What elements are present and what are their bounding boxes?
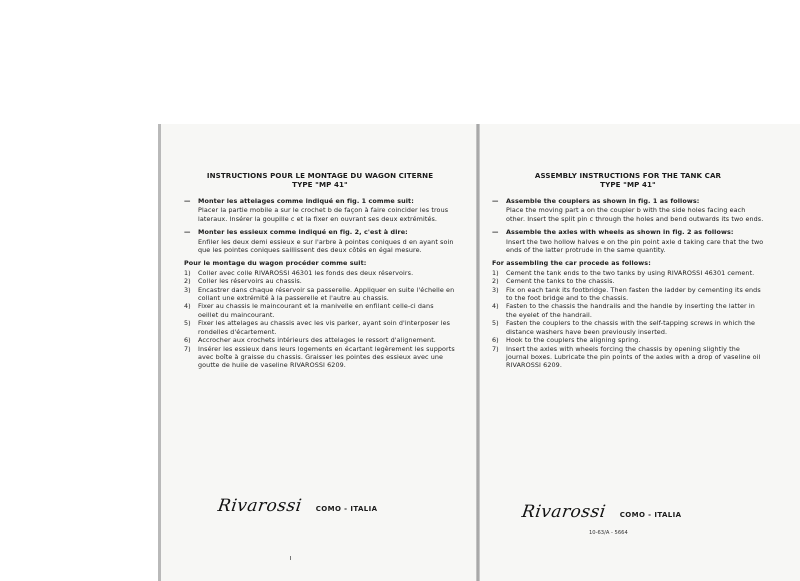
french-couplers-text: Placer la partie mobile a sur le crochet b de façon à faire coincider les trous lateraux. Insérer la goupille c et la fixer en ouvrant ses deux extrémités. (198, 206, 449, 223)
center-fold (476, 124, 480, 581)
french-couplers-heading: — Monter les attelages comme indiqué en fig. 1 comme suit: (184, 197, 414, 205)
list-item: 5) Fixer les attelages au chassis avec les vis parker, ayant soin d'interposer les rondelles d'écartement. (184, 319, 451, 336)
english-title: ASSEMBLY INSTRUCTIONS FOR THE TANK CAR TYPE "MP 41" (534, 171, 722, 189)
list-item: 6) Accrocher aux crochets intérieurs des attelages le ressort d'alignement. (184, 336, 436, 345)
english-axles-heading: — Assemble the axles with wheels as shown in fig. 2 as follows: (492, 228, 734, 237)
sheet-edge (158, 124, 161, 581)
french-steps-list (184, 269, 456, 370)
english-steps-heading: For assembling the car procede as follows: (492, 259, 651, 268)
list-item: 4) Fixer au chassis le maincourant et la manivelle en enfilant celle-ci dans oeillet du maincourant. (184, 302, 434, 319)
print-code: 10-63/A - 5664 (589, 530, 628, 536)
list-item: 3) Encastrer dans chaque réservoir sa passerelle. Appliquer en suite l'échelle en collant une extrémité à la passerelle et l'autre au chassis. (184, 285, 455, 303)
rivarossi-logo: Rivarossi (216, 496, 304, 516)
list-item: 2) Coller les réservoirs au chassis. (184, 277, 302, 286)
french-instructions (184, 171, 456, 370)
english-instructions (492, 171, 764, 370)
list-item: 1) Cement the tank ends to the two tanks by using RIVAROSSI 46301 cement. (492, 268, 755, 277)
french-steps-heading: Pour le montage du wagon procéder comme suit: (184, 259, 367, 268)
list-item: 1) Coller avec colle RIVAROSSI 46301 les fonds des deux réservoirs. (184, 268, 414, 277)
list-item: 4) Fasten to the chassis the handrails and the handle by inserting the latter in the eyelet of the handrail. (492, 302, 755, 319)
english-couplers-heading: — Assemble the couplers as shown in fig. 1 as follows: (492, 197, 700, 205)
page-mark (290, 556, 291, 560)
list-item: 7) Insert the axles with wheels forcing the chassis by opening slightly the journal boxes. Lubricate the pin points of the axles with a drop of vaseline oil RIVAROSSI 6209. (492, 344, 761, 370)
french-axles-text: Enfiler les deux demi essieux e sur l'arbre à pointes coniques d en ayant soin que les pointes coniques saillissent des deux côtés en égal mesure. (198, 237, 454, 255)
english-couplers-text: Place the moving part a on the coupler b with the side holes facing each other. Insert the split pin c through the holes and bend outwards its two ends. (506, 206, 764, 223)
list-item: 7) Insérer les essieux dans leurs logements en écartant legèrement les supports avec boîte à graisse du chassis. Graisser les pointes des essieux avec une goutte de huile de vaseline RIVAROSSI 6209. (184, 344, 455, 370)
location-text: COMO - ITALIA (315, 505, 378, 513)
rivarossi-logo: Rivarossi (520, 502, 608, 522)
french-brand-footer (218, 496, 377, 516)
french-title: INSTRUCTIONS POUR LE MONTAGE DU WAGON CITERNE TYPE "MP 41" (206, 171, 434, 189)
list-item: 5) Fasten the couplers to the chassis with the self-tapping screws in which the distance washers have been previously inserted. (492, 319, 756, 336)
list-item: 6) Hook to the couplers the aligning spring. (492, 336, 641, 345)
location-text: COMO - ITALIA (619, 511, 682, 519)
french-axles-heading: — Monter les essieux comme indiqué en fig. 2, c'est à dire: (184, 228, 408, 237)
english-steps-list (492, 269, 764, 370)
list-item: 2) Cement the tanks to the chassis. (492, 277, 615, 286)
list-item: 3) Fix on each tank its footbridge. Then fasten the ladder by cementing its ends to the foot bridge and to the chassis. (492, 285, 761, 303)
english-axles-text: Insert the two hollow halves e on the pin point axle d taking care that the two ends of the latter protrude in the same quantity. (506, 237, 764, 255)
english-brand-footer (522, 502, 681, 522)
